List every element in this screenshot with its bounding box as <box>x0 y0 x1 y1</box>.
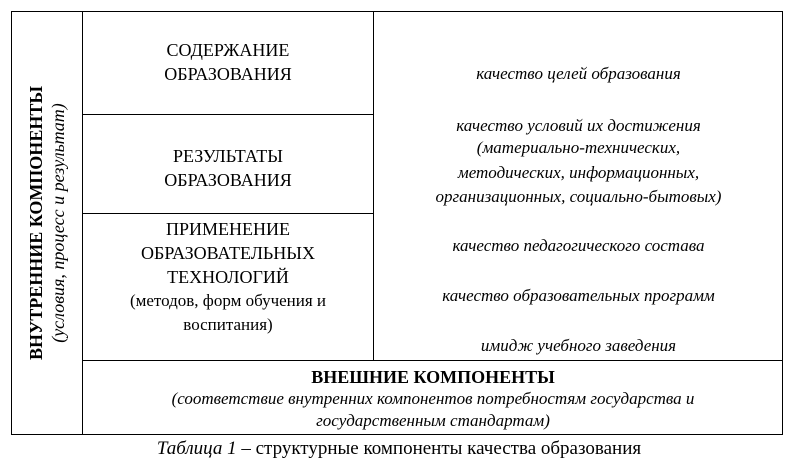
external-components-cell <box>83 361 783 435</box>
external-components-title: ВНЕШНИЕ КОМПОНЕНТЫ <box>311 367 555 387</box>
technologies-line-4: (методов, форм обучения и <box>129 291 327 310</box>
technologies-line-2: ОБРАЗОВАТЕЛЬНЫХ <box>141 243 315 263</box>
results-line-1: РЕЗУЛЬТАТЫ <box>173 146 283 166</box>
external-components-subtitle-1: (соответствие внутренних компонентов потребностям государства и <box>171 389 695 408</box>
results-cell <box>83 115 373 213</box>
quality-staff: качество педагогического состава <box>452 236 705 255</box>
technologies-line-5: воспитания) <box>183 315 273 334</box>
quality-conditions-line-4: организационных, социально-бытовых) <box>435 187 722 206</box>
table-caption-label: Таблица 1 <box>156 438 237 459</box>
quality-column <box>374 11 783 360</box>
content-line-2: ОБРАЗОВАНИЯ <box>164 64 292 84</box>
quality-goals: качество целей образования <box>476 64 681 83</box>
internal-components-cell <box>11 11 83 435</box>
content-line-1: СОДЕРЖАНИЕ <box>166 40 290 60</box>
technologies-cell <box>83 214 373 360</box>
quality-image: имидж учебного заведения <box>480 336 677 355</box>
table-caption-text: – структурные компоненты качества образования <box>236 438 642 459</box>
results-line-2: ОБРАЗОВАНИЯ <box>164 170 292 190</box>
external-components-subtitle-2: государственным стандартам) <box>316 411 550 430</box>
quality-conditions-line-3: методических, информационных, <box>457 163 700 182</box>
technologies-line-1: ПРИМЕНЕНИЕ <box>166 219 290 239</box>
internal-components-title: ВНУТРЕННИЕ КОМПОНЕНТЫ <box>26 85 46 361</box>
content-cell <box>83 11 373 114</box>
quality-conditions-line-1: качество условий их достижения <box>456 116 701 135</box>
table-caption <box>0 437 798 461</box>
internal-components-subtitle: (условия, процесс и результат) <box>48 103 68 343</box>
quality-conditions-line-2: (материально-технических, <box>476 138 681 157</box>
technologies-line-3: ТЕХНОЛОГИЙ <box>167 267 289 287</box>
quality-programs: качество образовательных программ <box>442 286 715 305</box>
